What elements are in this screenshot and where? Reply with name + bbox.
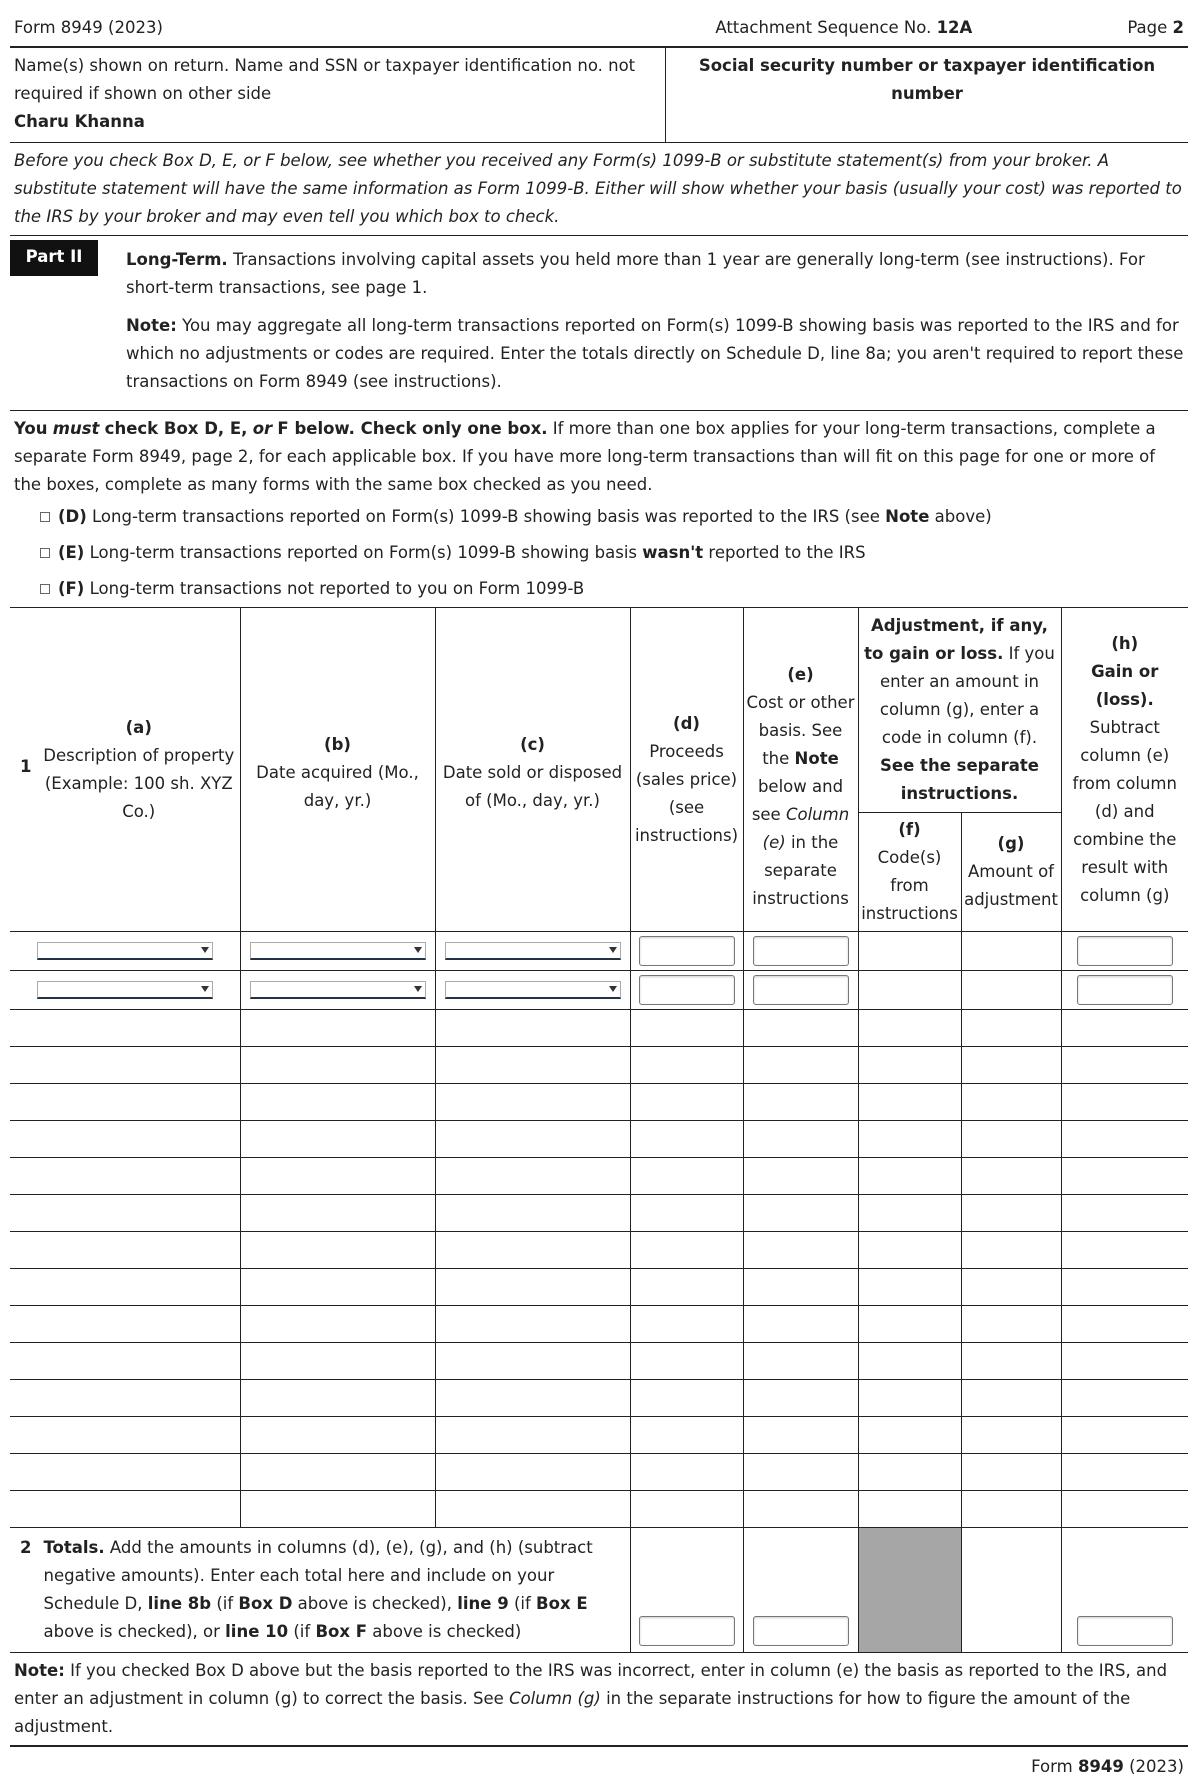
box-f-checkbox[interactable]	[40, 584, 50, 594]
table-row	[10, 1306, 1188, 1343]
description-select[interactable]	[37, 942, 213, 960]
proceeds-input[interactable]	[639, 975, 735, 1005]
col-f-header: (f) Code(s) from instructions	[858, 813, 961, 932]
total-gain-loss-input[interactable]	[1077, 1616, 1173, 1646]
page-number: Page 2	[1127, 18, 1184, 37]
box-options	[10, 499, 1188, 607]
table-row	[10, 932, 1188, 971]
form-label: Form 8949 (2023)	[14, 18, 163, 37]
total-cost-input[interactable]	[753, 1616, 849, 1646]
col-h-header: (h) Gain or (loss). Subtract column (e) from column (d) and combine the result with column (g)	[1061, 608, 1188, 932]
attachment-sequence: Attachment Sequence No. 12A	[715, 18, 973, 37]
total-proceeds-input[interactable]	[639, 1616, 735, 1646]
col-d-header: (d) Proceeds (sales price) (see instructions)	[630, 608, 743, 932]
table-row	[10, 1195, 1188, 1232]
gain-loss-input[interactable]	[1077, 936, 1173, 966]
table-row	[10, 1232, 1188, 1269]
col-c-header: (c) Date sold or disposed of (Mo., day, yr.)	[435, 608, 630, 932]
cost-basis-input[interactable]	[753, 975, 849, 1005]
option-box-e[interactable]: (E) Long-term transactions reported on Form(s) 1099-B showing basis wasn't reported to the IRS	[10, 535, 1188, 571]
option-box-f[interactable]: (F) Long-term transactions not reported to you on Form 1099-B	[10, 571, 1188, 607]
col-g-header: (g) Amount of adjustment	[961, 813, 1061, 932]
description-select[interactable]	[37, 981, 213, 999]
table-row	[10, 1269, 1188, 1306]
name-cell	[10, 48, 666, 142]
table-row	[10, 971, 1188, 1010]
part-description: Long-Term. Transactions involving capital assets you held more than 1 year are generally long-term (see instructions). For short-term transactions, see page 1.	[126, 250, 1145, 297]
part-tag: Part II	[10, 240, 98, 276]
chevron-down-icon	[201, 986, 209, 992]
name-row	[10, 48, 1188, 143]
totals-row	[10, 1528, 1188, 1653]
table-row	[10, 1158, 1188, 1195]
transactions-table	[10, 607, 1188, 1653]
bottom-note: Note: If you checked Box D above but the basis reported to the IRS was incorrect, enter in column (e) the basis as reported to the IRS, and enter an adjustment in column (g) to correct the basis. See Column (g) in the separate instructions for how to figure the amount of the adjustment.	[10, 1653, 1188, 1747]
line-1-number: 1	[20, 757, 32, 776]
chevron-down-icon	[414, 986, 422, 992]
col-b-header: (b) Date acquired (Mo., day, yr.)	[240, 608, 435, 932]
ssn-label: Social security number or taxpayer identification number	[698, 56, 1156, 103]
form-footer: Form 8949 (2023)	[1031, 1757, 1184, 1776]
intro-text: Before you check Box D, E, or F below, see whether you received any Form(s) 1099-B or substitute statement(s) from your broker. A substitute statement will have the same information as Form 1099-B. Either will show whether your basis (usually your cost) was reported to the IRS by your broker and may even tell you which box to check.	[10, 143, 1188, 236]
date-acquired-select[interactable]	[250, 942, 426, 960]
table-row	[10, 1121, 1188, 1158]
form-page	[10, 0, 1188, 1787]
table-row	[10, 1417, 1188, 1454]
date-sold-select[interactable]	[445, 981, 621, 999]
chevron-down-icon	[609, 947, 617, 953]
table-row	[10, 1010, 1188, 1047]
part-note: Note: You may aggregate all long-term transactions reported on Form(s) 1099-B showing basis was reported to the IRS and for which no adjustments or codes are required. Enter the totals directly on Schedule D, line 8a; you aren't required to report these transactions on Form 8949 (see instructions).	[126, 316, 1184, 391]
part-ii-section	[10, 236, 1188, 411]
chevron-down-icon	[201, 947, 209, 953]
table-row	[10, 1047, 1188, 1084]
chevron-down-icon	[414, 947, 422, 953]
col-a-header: 1 (a) Description of property (Example: 100 sh. XYZ Co.)	[10, 608, 240, 932]
option-box-d[interactable]: (D) Long-term transactions reported on Form(s) 1099-B showing basis was reported to the IRS (see Note above)	[10, 499, 1188, 535]
check-instruction-text: You must check Box D, E, or F below. Check only one box. If more than one box applies for your long-term transactions, complete a separate Form 8949, page 2, for each applicable box. If you have more long-term transactions than will fit on this page for one or more of the boxes, complete as many forms with the same box checked as you need.	[14, 419, 1156, 494]
proceeds-input[interactable]	[639, 936, 735, 966]
form-header	[10, 10, 1188, 48]
check-instruction	[10, 411, 1188, 499]
line-2-number: 2	[20, 1538, 32, 1557]
gain-loss-input[interactable]	[1077, 975, 1173, 1005]
box-e-checkbox[interactable]	[40, 548, 50, 558]
shaded-cell	[858, 1528, 961, 1653]
table-row	[10, 1343, 1188, 1380]
col-e-header: (e) Cost or other basis. See the Note below and see Column (e) in the separate instructions	[743, 608, 858, 932]
totals-text: Totals. Add the amounts in columns (d), (e), (g), and (h) (subtract negative amounts). Enter each total here and include on your Schedule D, line 8b (if Box D above is checked), line 9 (if Box E above is checked), or line 10 (if Box F above is checked)	[43, 1538, 593, 1641]
cost-basis-input[interactable]	[753, 936, 849, 966]
date-acquired-select[interactable]	[250, 981, 426, 999]
name-label: Name(s) shown on return. Name and SSN or taxpayer identification no. not required if shown on other side	[14, 56, 636, 103]
date-sold-select[interactable]	[445, 942, 621, 960]
table-row	[10, 1084, 1188, 1121]
table-row	[10, 1380, 1188, 1417]
table-row	[10, 1454, 1188, 1491]
adjustment-header: Adjustment, if any, to gain or loss. If you enter an amount in column (g), enter a code in column (f). See the separate instructions.	[858, 608, 1061, 813]
chevron-down-icon	[609, 986, 617, 992]
table-row	[10, 1491, 1188, 1528]
taxpayer-name: Charu Khanna	[14, 112, 145, 131]
box-d-checkbox[interactable]	[40, 512, 50, 522]
